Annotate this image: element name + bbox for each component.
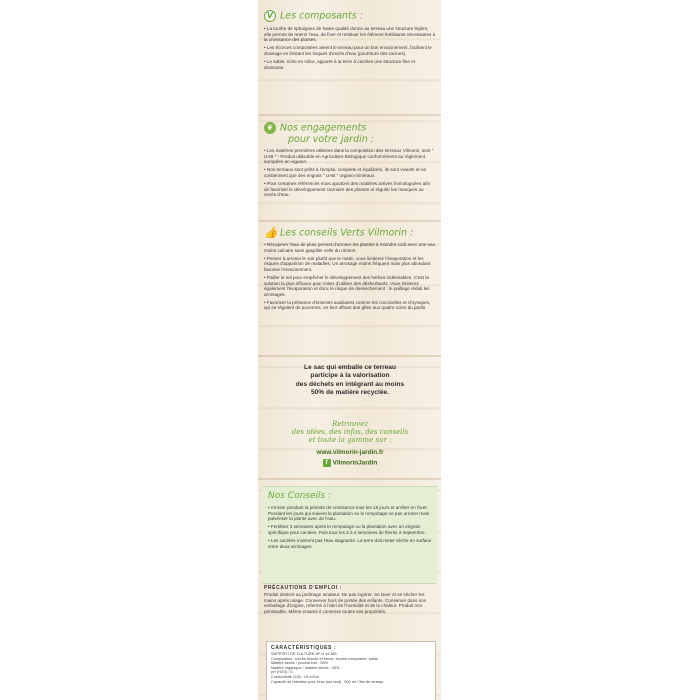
engagements-title-line1: Nos engagements bbox=[280, 122, 367, 134]
nos-conseils-text bbox=[268, 505, 433, 549]
paragraph: • Récupérer l'eau de pluie permet d'arroser les plantes à moindre coût avec une eau moins calcaire sans gaspiller celle du robinet. bbox=[264, 242, 436, 253]
retrouvez-line: et toute la gamme sur : bbox=[308, 436, 392, 444]
paragraph: • Les matières premières utilisées dans la composition des terreaux Vilmorin, sont " UAB " - Produit utilisable en Agriculture Biologique conformément au règlement européen en vigueur. bbox=[264, 148, 434, 165]
retrouvez-line: des idées, des infos, des conseils bbox=[291, 428, 409, 436]
paragraph: • Penser à arroser le soir plutôt que le matin, vous limiterez l'évaporation et les risques d'apparition de maladies. Un arrosage moins fréquent mais plus abondant favorise l'enracinement. bbox=[264, 255, 431, 272]
conseils-verts-title bbox=[264, 227, 436, 239]
precautions-title: PRÉCAUTIONS D'EMPLOI : bbox=[264, 585, 343, 591]
paragraph: • Favoriser la présence d'insectes auxiliaires comme les coccinelles et chrysopes, qui se régalent de pucerons, en leur offrant des gîtes aux quatre coins du jardin. bbox=[264, 299, 431, 311]
thumb-icon: 👍 bbox=[264, 226, 278, 239]
caracteristique-line: pH (H2O) : 6 bbox=[271, 670, 293, 675]
composants-text bbox=[264, 26, 436, 70]
paragraph: • Pour certaines références nous ajoutons des matières actives homologuées afin de favoriser le développement racinaire des plantes et réguler les manques ou excès d'eau. bbox=[264, 180, 431, 198]
nos-conseils-title: Nos Conseils : bbox=[268, 491, 332, 501]
facebook-icon: f bbox=[323, 459, 331, 467]
caracteristique-line: SUPPORT DE CULTURE NF U 44-551 bbox=[271, 652, 338, 656]
plank-divider bbox=[258, 114, 441, 116]
paragraph: • Le sable, riche en silice, apporte à la terre à cactées une structure fine et drainante. bbox=[264, 58, 415, 70]
precautions-section bbox=[264, 585, 436, 617]
paragraph: • Arroser pendant la période de croissance tous les 15 jours et arrêter en hiver. Pendant les jours qui suivent la plantation ou le rempotage ne pas arroser mais pulvériser la plante avec de l'eau. bbox=[268, 505, 430, 522]
paragraph: • La tourbe de sphaignes de haute qualité donne au terreau une structure légère, elle permet de retenir l'eau, de fixer et restituer les élément fertilisants nécessaires à la croissance des plantes. bbox=[264, 26, 436, 43]
plank-divider bbox=[258, 478, 441, 480]
engagements-title-line2: pour votre jardin : bbox=[288, 134, 374, 145]
paragraph: • Les cactées n'aiment pas l'eau stagnante. La terre doit rester sèche en surface entre deux arrosages. bbox=[268, 537, 432, 549]
product-label-panel bbox=[258, 0, 441, 700]
conseils-verts-text bbox=[264, 242, 436, 311]
caracteristique-line: Matière organique / matière sèche : 30% bbox=[271, 665, 340, 670]
conseils-verts-section bbox=[264, 227, 436, 314]
website-link[interactable]: www.vilmorin-jardin.fr bbox=[316, 449, 384, 456]
paragraph: • Fertiliser 3 semaines après le rempotage ou la plantation avec un engrais spécifique pour cactées. Puis tous les 3 à 4 semaines de février à septembre. bbox=[268, 524, 426, 535]
composants-title bbox=[264, 10, 436, 22]
recycle-line: participe à la valorisation bbox=[310, 372, 390, 380]
paragraph: • Nos terreaux sont prêts à l'emploi, complets et équilibrés, ils sont vivants et ne contiennent que des engrais " UAB " organo-minéraux. bbox=[264, 167, 427, 178]
caracteristique-line: Matière sèche / produit brut : 55% bbox=[271, 661, 328, 666]
caracteristiques-title: CARACTÉRISTIQUES : bbox=[271, 645, 337, 651]
caracteristique-line: Capacité de rétention pour l'eau (sur brut) : 500 ml / litre de terreau bbox=[271, 679, 384, 684]
nos-conseils-box bbox=[262, 486, 437, 584]
paragraph: • Pailler le sol pour empêcher le développement des herbes indésirables. C'est la solution la plus efficace pour éviter d'utiliser des désherbants. Vous limiterez également l'évaporation et donc le risque de dessèchement : le paillage réduit les arrosages. bbox=[264, 274, 430, 297]
composants-section bbox=[264, 10, 436, 73]
recycle-line: 50% de matière recyclée. bbox=[310, 389, 390, 397]
plank-divider bbox=[258, 220, 441, 222]
caracteristique-line: Conductivité (1/5) : 15 mS/m bbox=[271, 674, 320, 679]
leaf-icon: ❦ bbox=[264, 122, 276, 134]
plank-divider bbox=[258, 355, 441, 357]
engagements-title bbox=[264, 122, 436, 145]
engagements-text bbox=[264, 148, 436, 198]
composants-title-text: Les composants : bbox=[280, 10, 363, 22]
precautions-text: Produit destiné au jardinage amateur. Ne pas ingérer. Se laver et se sécher les mains après usage. Conserver hors de portée des enfants. Conserver dans son emballage d'origine, refermé à l'abri de l'humidité et de la chaleur. Produit non pénissable. Même entamé il conserve toutes ses propriétés. bbox=[264, 592, 427, 614]
retrouvez-line: Retrouvez bbox=[331, 420, 369, 428]
v-icon: V bbox=[264, 10, 276, 22]
paragraph: • Les écorces compostées aèrent le terreau pour un bon enracinement, facilitent le drainage en limitant les risques d'excès d'eau (pourriture des racines). bbox=[264, 45, 432, 56]
engagements-section bbox=[264, 122, 436, 201]
caracteristiques-box bbox=[266, 641, 436, 700]
facebook-label: VilmorinJardin bbox=[332, 459, 378, 467]
caracteristique-line: Composition : tourbe blonde et brune, écorce compostée, sable. bbox=[271, 656, 379, 661]
retrouvez-section bbox=[264, 420, 436, 467]
facebook-link[interactable] bbox=[264, 459, 436, 467]
recycle-line: Le sac qui emballe ce terreau bbox=[304, 364, 396, 371]
recycle-statement bbox=[264, 364, 436, 398]
conseils-verts-title-text: Les conseils Verts Vilmorin : bbox=[280, 227, 414, 239]
recycle-line: des déchets en intégrant au moins bbox=[295, 380, 405, 388]
